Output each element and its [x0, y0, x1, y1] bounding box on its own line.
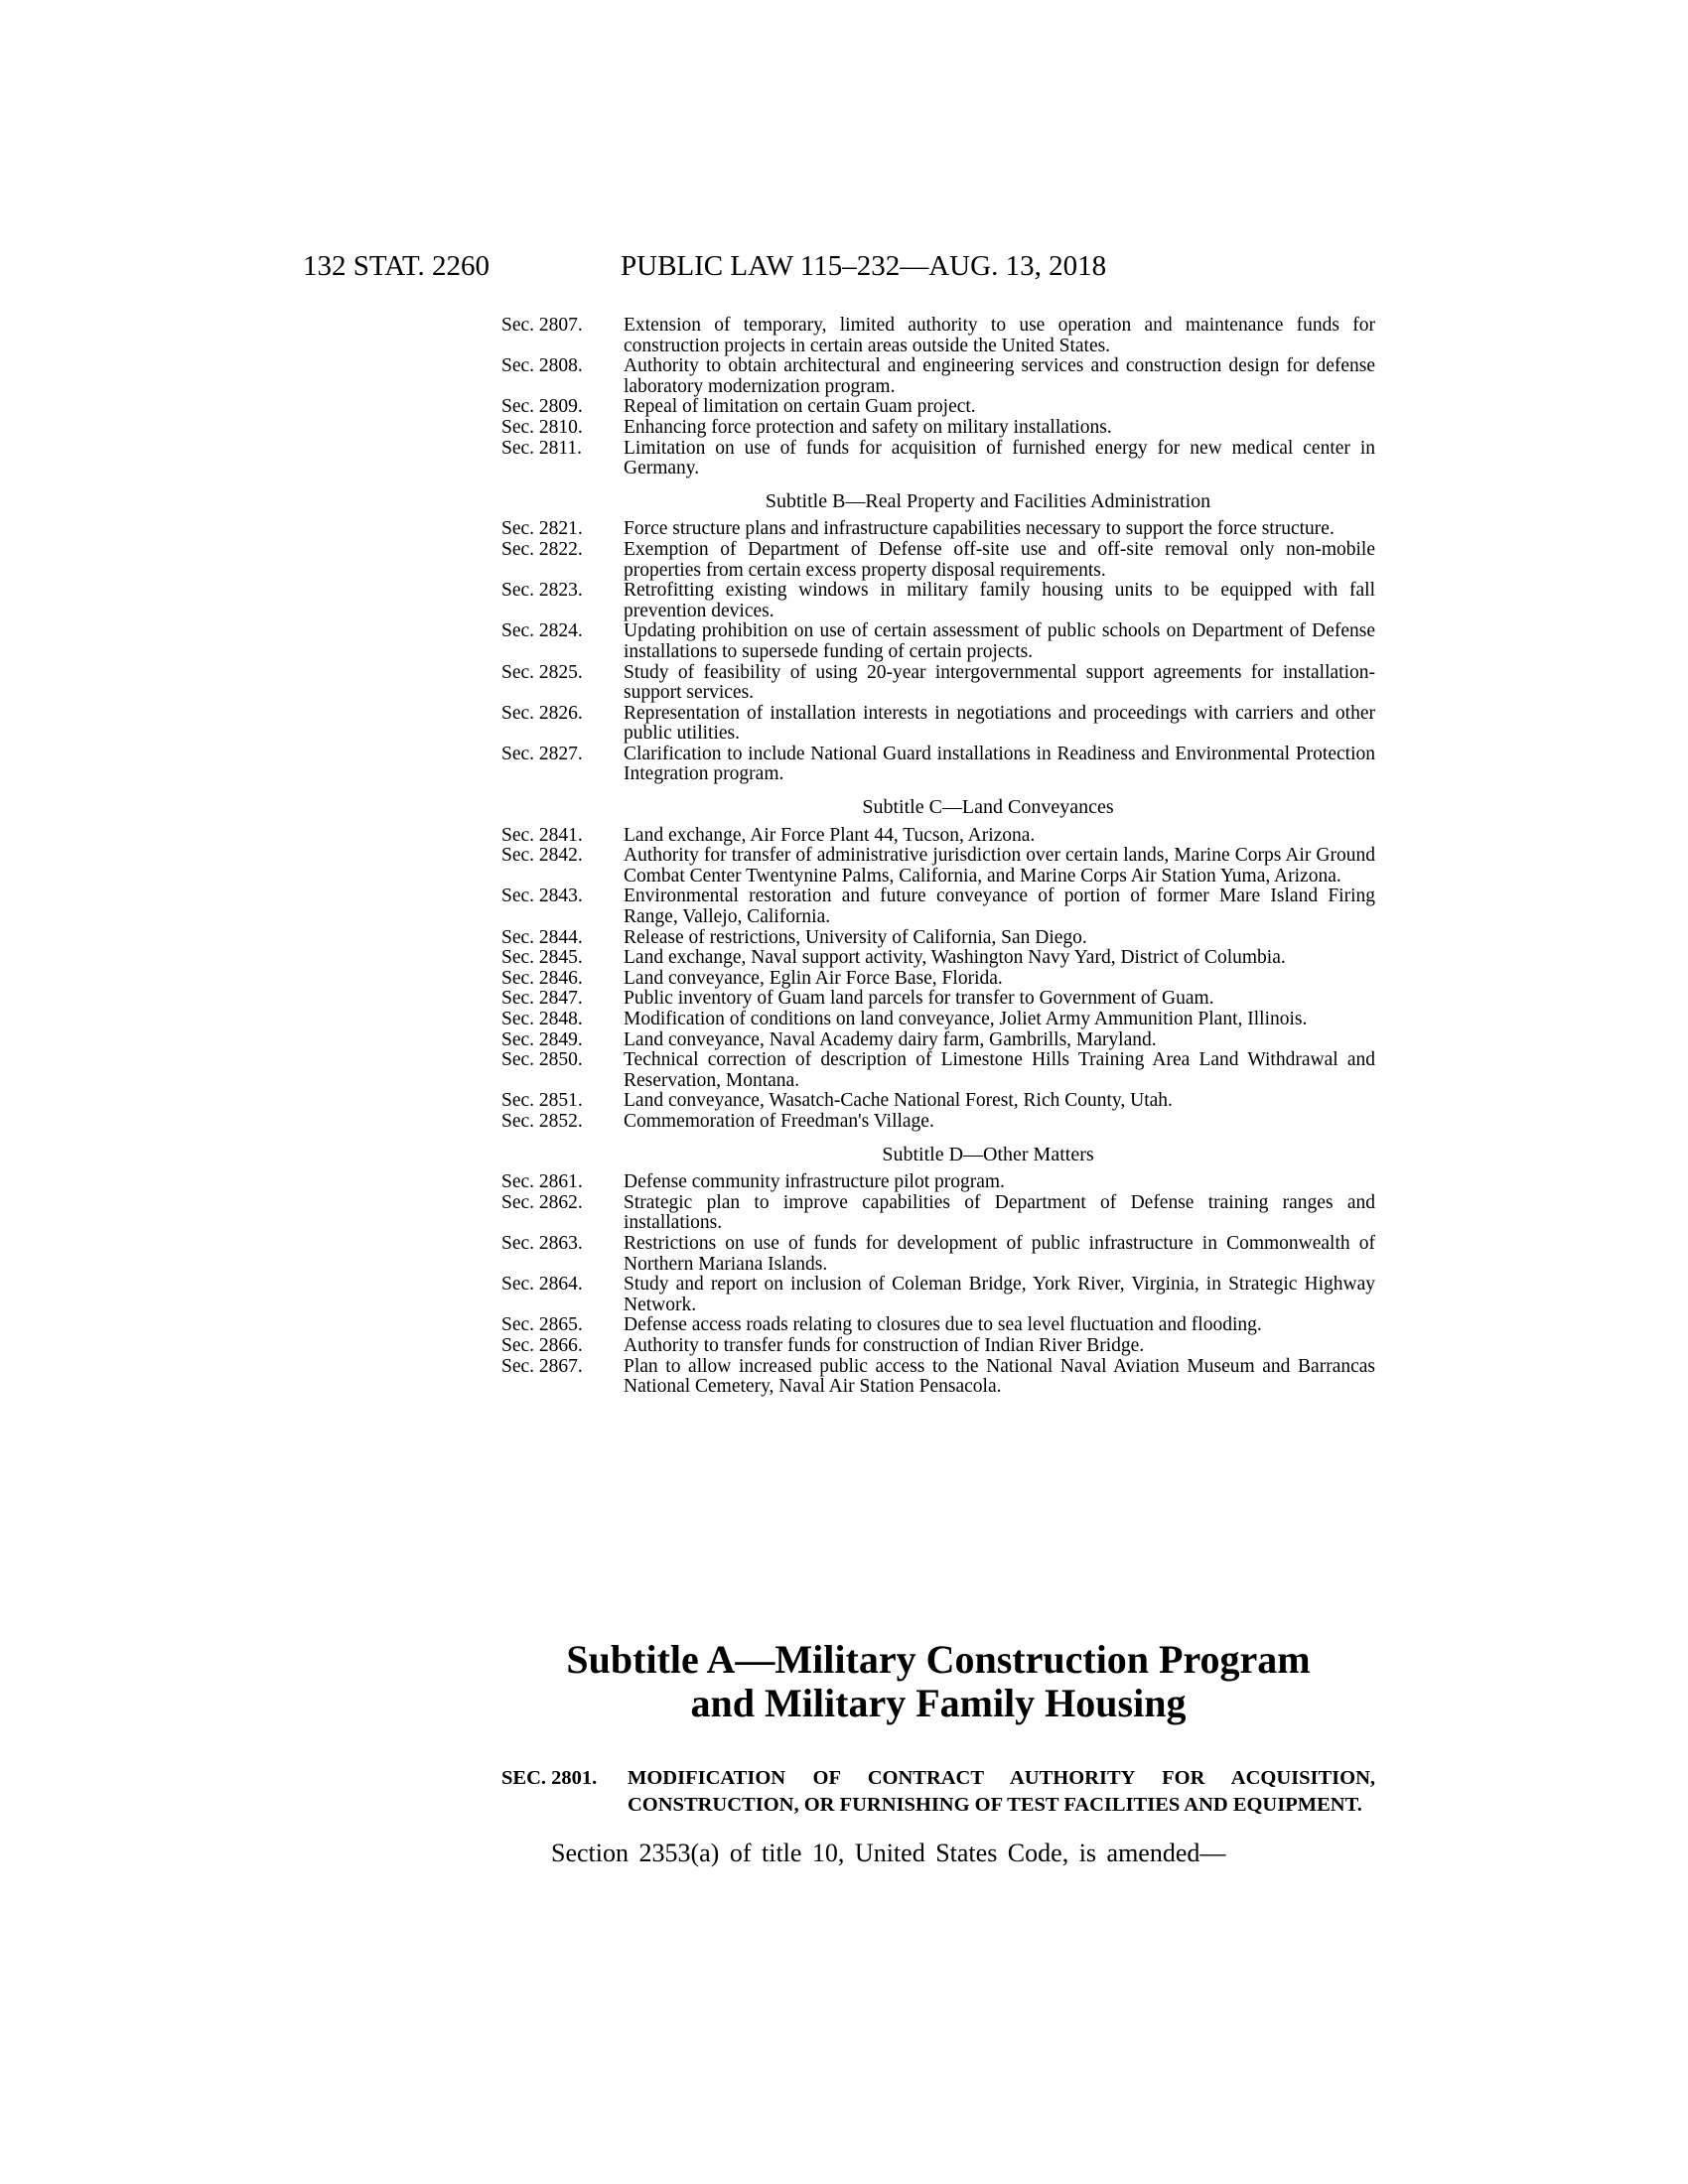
toc-entry-number: Sec. 2809.: [501, 396, 583, 418]
toc-entry-text: Study and report on inclusion of Coleman Bridge, York River, Virginia, in Strategic Highway Network.: [624, 1274, 1375, 1315]
toc-group-d: [501, 1172, 1375, 1398]
toc-entry: [501, 439, 1375, 479]
toc-entry: [501, 1234, 1375, 1275]
toc-entry-number: Sec. 2849.: [501, 1028, 583, 1050]
toc-entry: [501, 887, 1375, 927]
statute-page-number: 132 STAT. 2260: [303, 250, 491, 282]
toc-entry-text: Commemoration of Freedman's Village.: [624, 1110, 934, 1132]
public-law-title: PUBLIC LAW 115–232—AUG. 13, 2018: [621, 250, 1107, 282]
toc-entry: [501, 1336, 1375, 1357]
subtitle-heading-line-1: Subtitle A—Military Construction Program: [566, 1637, 1311, 1682]
table-of-contents: [501, 316, 1375, 1398]
toc-entry-number: Sec. 2867.: [501, 1355, 583, 1377]
section-number: SEC. 2801.: [501, 1767, 598, 1789]
toc-entry-text: Land conveyance, Eglin Air Force Base, Florida.: [624, 967, 1003, 989]
toc-entry: [501, 1050, 1375, 1091]
toc-entry: [501, 356, 1375, 397]
toc-entry-text: Environmental restoration and future conveyance of portion of former Mare Island Firing Range, Vallejo, California.: [624, 886, 1375, 928]
toc-entry: [501, 1010, 1375, 1030]
toc-entry-text: Enhancing force protection and safety on military installations.: [624, 416, 1112, 438]
toc-group-b: [501, 519, 1375, 785]
toc-entry-text: Land conveyance, Naval Academy dairy farm, Gambrills, Maryland.: [624, 1028, 1157, 1050]
toc-entry-number: Sec. 2811.: [501, 437, 583, 459]
toc-entry: [501, 621, 1375, 662]
toc-group-a: [501, 316, 1375, 479]
toc-entry: [501, 704, 1375, 745]
toc-entry-text: Public inventory of Guam land parcels for transfer to Government of Guam.: [624, 988, 1214, 1010]
toc-entry-number: Sec. 2852.: [501, 1110, 583, 1132]
toc-entry: [501, 969, 1375, 990]
toc-entry-number: Sec. 2850.: [501, 1049, 583, 1071]
toc-entry-text: Updating prohibition on use of certain assessment of public schools on Department of Defense installations to supersede funding of certain projects.: [624, 620, 1375, 662]
toc-entry: [501, 397, 1375, 418]
toc-entry-number: Sec. 2825.: [501, 661, 583, 683]
section-title: MODIFICATION OF CONTRACT AUTHORITY FOR ACQUISITION, CONSTRUCTION, OR FURNISHING OF TEST FACILITIES AND EQUIPMENT.: [628, 1767, 1375, 1816]
toc-entry-number: Sec. 2863.: [501, 1232, 583, 1254]
toc-entry: [501, 1275, 1375, 1315]
toc-entry: [501, 540, 1375, 581]
toc-subtitle-d: Subtitle D—Other Matters: [882, 1143, 1094, 1165]
toc-entry-number: Sec. 2848.: [501, 1009, 583, 1029]
toc-entry: [501, 928, 1375, 949]
toc-entry: [501, 581, 1375, 621]
toc-entry: [501, 1357, 1375, 1398]
toc-entry-number: Sec. 2808.: [501, 355, 583, 377]
toc-entry-number: Sec. 2826.: [501, 702, 583, 724]
toc-entry-text: Force structure plans and infrastructure capabilities necessary to support the force structure.: [624, 518, 1335, 540]
toc-entry-number: Sec. 2866.: [501, 1334, 583, 1356]
subtitle-heading-line-2: and Military Family Housing: [690, 1681, 1187, 1725]
toc-entry: [501, 519, 1375, 540]
toc-group-c: [501, 826, 1375, 1133]
toc-entry-text: Restrictions on use of funds for development of public infrastructure in Commonwealth of Northern Mariana Islands.: [624, 1232, 1375, 1275]
toc-entry-text: Repeal of limitation on certain Guam project.: [624, 396, 976, 418]
toc-entry-number: Sec. 2824.: [501, 620, 583, 642]
toc-entry-text: Plan to allow increased public access to the National Naval Aviation Museum and Barrancas National Cemetery, Naval Air Station Pensacola.: [624, 1355, 1375, 1398]
toc-entry-number: Sec. 2821.: [501, 518, 583, 540]
toc-entry: [501, 316, 1375, 356]
page-header: [303, 250, 1375, 290]
toc-entry-number: Sec. 2844.: [501, 926, 583, 948]
toc-entry: [501, 846, 1375, 887]
toc-entry-text: Exemption of Department of Defense off-site use and off-site removal only non-mobile properties from certain excess property disposal requirements.: [624, 538, 1375, 581]
section-body-text: Section 2353(a) of title 10, United States Code, is amended—: [551, 1839, 1226, 1867]
toc-entry-text: Limitation on use of funds for acquisition of furnished energy for new medical center in Germany.: [624, 437, 1375, 479]
toc-entry-text: Land exchange, Naval support activity, Washington Navy Yard, District of Columbia.: [624, 947, 1286, 969]
toc-entry-text: Authority to obtain architectural and engineering services and construction design for defense laboratory modernization program.: [624, 355, 1375, 397]
toc-entry-number: Sec. 2864.: [501, 1274, 583, 1296]
toc-entry-number: Sec. 2841.: [501, 824, 583, 846]
toc-entry-text: Extension of temporary, limited authority to use operation and maintenance funds for construction projects in certain areas outside the United States.: [624, 315, 1375, 356]
toc-entry-number: Sec. 2861.: [501, 1171, 583, 1193]
toc-subtitle-c: Subtitle C—Land Conveyances: [862, 796, 1114, 819]
toc-subtitle-b: Subtitle B—Real Property and Facilities Administration: [765, 489, 1211, 512]
toc-entry-text: Strategic plan to improve capabilities of Department of Defense training ranges and installations.: [624, 1191, 1375, 1234]
toc-entry: [501, 1030, 1375, 1051]
toc-entry-number: Sec. 2862.: [501, 1191, 583, 1213]
toc-entry: [501, 1091, 1375, 1112]
section-heading: [501, 1765, 1375, 1819]
toc-entry-number: Sec. 2810.: [501, 416, 583, 438]
toc-entry-text: Technical correction of description of Limestone Hills Training Area Land Withdrawal and Reservation, Montana.: [624, 1049, 1375, 1091]
toc-entry-text: Study of feasibility of using 20-year intergovernmental support agreements for installation-support services.: [624, 661, 1375, 704]
toc-entry-text: Authority to transfer funds for construction of Indian River Bridge.: [624, 1334, 1145, 1356]
toc-entry-text: Defense access roads relating to closures due to sea level fluctuation and flooding.: [624, 1314, 1262, 1336]
toc-entry: [501, 989, 1375, 1010]
toc-entry-number: Sec. 2822.: [501, 538, 583, 560]
toc-entry-number: Sec. 2846.: [501, 967, 583, 989]
toc-entry: [501, 1193, 1375, 1234]
toc-entry: [501, 418, 1375, 439]
toc-entry-number: Sec. 2823.: [501, 580, 583, 602]
toc-entry-text: Release of restrictions, University of California, San Diego.: [624, 926, 1087, 948]
toc-entry-number: Sec. 2865.: [501, 1314, 583, 1336]
toc-entry: [501, 1315, 1375, 1336]
subtitle-heading: [501, 1638, 1375, 1725]
toc-entry: [501, 745, 1375, 785]
toc-entry: [501, 1112, 1375, 1133]
toc-entry-number: Sec. 2843.: [501, 886, 583, 907]
toc-entry-text: Land exchange, Air Force Plant 44, Tucson, Arizona.: [624, 824, 1036, 846]
toc-entry-text: Modification of conditions on land conveyance, Joliet Army Ammunition Plant, Illinois.: [624, 1009, 1308, 1029]
toc-entry-number: Sec. 2807.: [501, 315, 583, 336]
toc-entry: [501, 1172, 1375, 1193]
toc-entry-text: Retrofitting existing windows in military family housing units to be equipped with fall prevention devices.: [624, 580, 1375, 621]
toc-entry-text: Representation of installation interests in negotiations and proceedings with carriers and other public utilities.: [624, 702, 1375, 745]
toc-entry-text: Authority for transfer of administrative jurisdiction over certain lands, Marine Corps Air Ground Combat Center Twentynine Palms, California, and Marine Corps Air Station Yuma, Arizona.: [624, 845, 1375, 887]
toc-entry-text: Defense community infrastructure pilot program.: [624, 1171, 1005, 1193]
toc-entry-number: Sec. 2827.: [501, 743, 583, 764]
toc-entry: [501, 826, 1375, 847]
toc-entry-number: Sec. 2847.: [501, 988, 583, 1010]
toc-entry-number: Sec. 2842.: [501, 845, 583, 867]
toc-entry-number: Sec. 2845.: [501, 947, 583, 969]
toc-entry-text: Clarification to include National Guard installations in Readiness and Environmental Protection Integration program.: [624, 743, 1375, 785]
toc-entry-number: Sec. 2851.: [501, 1090, 583, 1112]
toc-entry: [501, 663, 1375, 704]
toc-entry-text: Land conveyance, Wasatch-Cache National Forest, Rich County, Utah.: [624, 1090, 1173, 1112]
toc-entry: [501, 948, 1375, 969]
